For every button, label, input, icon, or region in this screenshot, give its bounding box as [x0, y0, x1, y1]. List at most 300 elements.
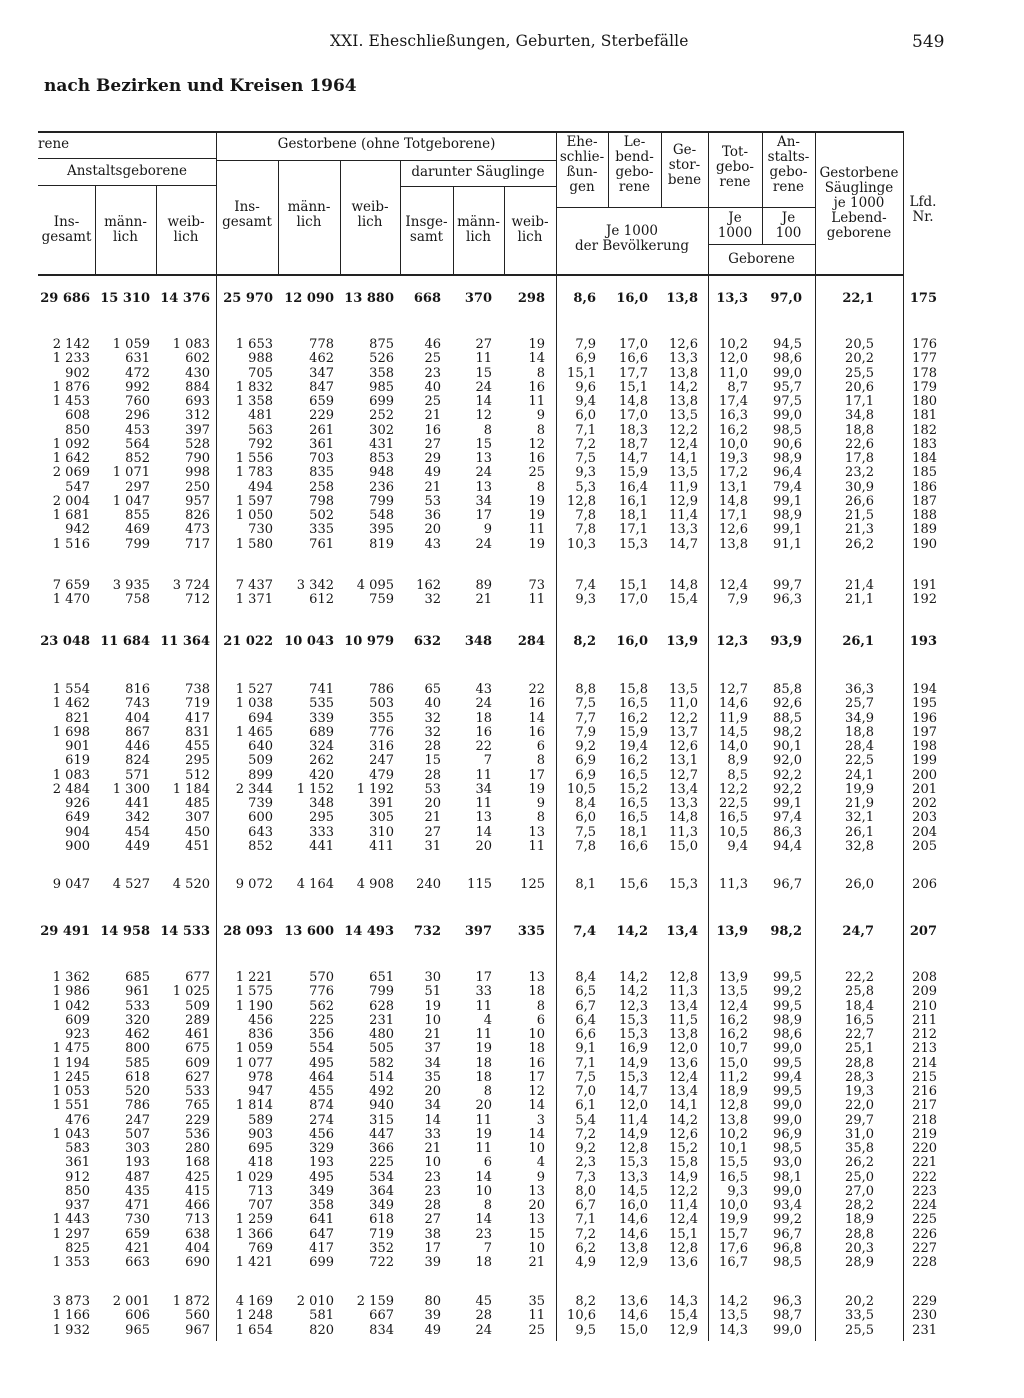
cell-insgesamt: 609 [65, 1012, 90, 1028]
cell-saeugl-weiblich: 19 [528, 781, 545, 797]
cell-insgesamt: 1 297 [52, 1226, 90, 1242]
cell-saeugl-maennlich: 43 [475, 682, 492, 697]
cell-gestorbene-rate: 12,6 [669, 1126, 698, 1142]
cell-saeugl-weiblich: 11 [528, 1308, 545, 1324]
header-geborene: Geborene [728, 251, 795, 267]
cell-maennlich: 441 [125, 796, 150, 811]
cell-maennlich: 193 [125, 1155, 150, 1171]
cell-saeugl-weiblich: 284 [517, 634, 545, 649]
cell-insgesamt: 1 043 [52, 1126, 90, 1142]
cell-eheschliessungen-rate: 10,6 [567, 1308, 596, 1324]
cell-gest-insgesamt: 1 190 [235, 998, 273, 1014]
cell-saeugl-insgesamt: 28 [424, 767, 441, 783]
cell-lfd-nr: 219 [912, 1126, 937, 1142]
cell-gestorbene-rate: 13,5 [669, 465, 698, 481]
header-rule-gestorbene [217, 160, 556, 161]
cell-lfd-nr: 221 [912, 1155, 937, 1171]
cell-gestorbene-rate: 13,4 [666, 924, 698, 939]
cell-gest-weiblich: 366 [369, 1141, 394, 1156]
cell-gest-weiblich: 447 [369, 1126, 394, 1142]
cell-gest-insgesamt: 730 [248, 522, 273, 538]
cell-lebendgeborene-rate: 15,6 [619, 877, 648, 892]
cell-saeugl-insgesamt: 21 [424, 408, 441, 424]
cell-lebendgeborene-rate: 18,1 [619, 508, 648, 523]
cell-gest-maennlich: 554 [309, 1041, 334, 1057]
cell-saeugl-weiblich: 10 [528, 1141, 545, 1156]
cell-lfd-nr: 207 [909, 924, 937, 939]
cell-anstaltsgeborene-rate: 96,4 [773, 465, 802, 481]
cell-saeugl-insgesamt: 21 [424, 1027, 441, 1042]
cell-weiblich: 957 [185, 493, 210, 509]
cell-gest-maennlich: 689 [309, 724, 334, 740]
cell-gest-maennlich: 356 [309, 1027, 334, 1042]
cell-gest-maennlich: 4 164 [296, 877, 334, 892]
cell-gestorbene-rate: 13,1 [669, 753, 698, 769]
cell-lfd-nr: 212 [912, 1027, 937, 1042]
cell-maennlich: 471 [125, 1198, 150, 1213]
cell-maennlich: 631 [125, 351, 150, 367]
cell-gest-maennlich: 535 [309, 696, 334, 712]
cell-gestorbene-rate: 12,2 [669, 422, 698, 438]
cell-totgeborene-rate: 11,9 [719, 710, 748, 726]
cell-weiblich: 1 083 [172, 337, 210, 352]
cell-saeugl-insgesamt: 27 [424, 436, 441, 452]
cell-weiblich: 1 872 [172, 1294, 210, 1309]
table-subtitle: nach Bezirken und Kreisen 1964 [44, 76, 357, 96]
cell-anstaltsgeborene-rate: 90,6 [773, 436, 802, 452]
cell-gest-insgesamt: 4 169 [235, 1294, 273, 1309]
cell-saeuglingssterblichkeit: 28,8 [845, 1226, 874, 1242]
cell-eheschliessungen-rate: 7,8 [575, 508, 596, 523]
cell-totgeborene-rate: 13,9 [719, 970, 748, 985]
cell-saeugl-maennlich: 8 [483, 1084, 492, 1099]
cell-anstaltsgeborene-rate: 94,5 [773, 337, 802, 352]
cell-gest-insgesamt: 1 580 [235, 536, 273, 552]
header-maennlich-gest: männ- lich [287, 199, 331, 230]
cell-lfd-nr: 218 [912, 1112, 937, 1128]
cell-saeuglingssterblichkeit: 20,2 [845, 351, 874, 367]
cell-lfd-nr: 211 [912, 1012, 937, 1028]
cell-saeuglingssterblichkeit: 18,4 [845, 998, 874, 1014]
cell-saeugl-insgesamt: 23 [424, 1183, 441, 1199]
cell-gest-maennlich: 347 [309, 365, 334, 381]
cell-lfd-nr: 217 [912, 1098, 937, 1114]
cell-totgeborene-rate: 13,9 [716, 924, 748, 939]
cell-lfd-nr: 224 [912, 1198, 937, 1213]
cell-eheschliessungen-rate: 7,2 [575, 1126, 596, 1142]
cell-gest-weiblich: 225 [369, 1155, 394, 1171]
cell-saeugl-insgesamt: 30 [424, 970, 441, 985]
cell-lfd-nr: 226 [912, 1226, 937, 1242]
cell-lebendgeborene-rate: 15,9 [619, 724, 648, 740]
cell-gest-maennlich: 699 [309, 1255, 334, 1270]
cell-totgeborene-rate: 13,5 [719, 1308, 748, 1324]
cell-gest-maennlich: 420 [309, 767, 334, 783]
cell-weiblich: 417 [185, 710, 210, 726]
cell-lebendgeborene-rate: 16,5 [619, 767, 648, 783]
cell-weiblich: 536 [185, 1126, 210, 1142]
cell-gest-maennlich: 358 [309, 1198, 334, 1213]
cell-saeugl-insgesamt: 27 [424, 1212, 441, 1228]
header-je-1000: Je 1000 [717, 210, 753, 241]
cell-anstaltsgeborene-rate: 93,9 [770, 634, 802, 649]
cell-gestorbene-rate: 13,4 [669, 998, 698, 1014]
cell-weiblich: 638 [185, 1226, 210, 1242]
cell-saeugl-maennlich: 11 [475, 1027, 492, 1042]
cell-lebendgeborene-rate: 14,9 [619, 1126, 648, 1142]
cell-anstaltsgeborene-rate: 98,5 [773, 1255, 802, 1270]
cell-saeugl-weiblich: 21 [528, 1255, 545, 1270]
cell-lebendgeborene-rate: 12,0 [619, 1098, 648, 1114]
cell-maennlich: 2 001 [112, 1294, 150, 1309]
cell-saeugl-maennlich: 16 [475, 724, 492, 740]
cell-gest-weiblich: 699 [369, 394, 394, 409]
cell-eheschliessungen-rate: 7,9 [575, 724, 596, 740]
cell-lfd-nr: 230 [912, 1308, 937, 1324]
cell-gest-weiblich: 940 [369, 1098, 394, 1114]
cell-gest-maennlich: 335 [309, 522, 334, 538]
cell-lebendgeborene-rate: 12,9 [619, 1255, 648, 1270]
cell-gestorbene-rate: 13,5 [669, 682, 698, 697]
cell-gestorbene-rate: 15,2 [669, 1141, 698, 1156]
cell-lfd-nr: 231 [912, 1322, 937, 1338]
cell-insgesamt: 904 [65, 824, 90, 840]
cell-anstaltsgeborene-rate: 98,2 [770, 924, 802, 939]
cell-lebendgeborene-rate: 13,6 [619, 1294, 648, 1309]
cell-anstaltsgeborene-rate: 99,5 [773, 998, 802, 1014]
cell-insgesamt: 547 [65, 479, 90, 495]
cell-maennlich: 867 [125, 724, 150, 740]
header-lfd-nr: Lfd. Nr. [909, 194, 937, 225]
cell-saeugl-weiblich: 8 [536, 998, 545, 1014]
cell-saeugl-weiblich: 15 [528, 1226, 545, 1242]
cell-gest-insgesamt: 1 059 [235, 1041, 273, 1057]
cell-anstaltsgeborene-rate: 96,7 [773, 877, 802, 892]
cell-gest-insgesamt: 1 029 [235, 1169, 273, 1185]
cell-saeugl-weiblich: 11 [528, 592, 545, 608]
cell-totgeborene-rate: 14,2 [719, 1294, 748, 1309]
cell-lebendgeborene-rate: 14,7 [619, 451, 648, 466]
cell-weiblich: 560 [185, 1308, 210, 1324]
cell-gestorbene-rate: 12,6 [669, 739, 698, 754]
cell-gestorbene-rate: 12,6 [669, 337, 698, 352]
cell-weiblich: 1 025 [172, 984, 210, 1000]
cell-eheschliessungen-rate: 8,4 [575, 796, 596, 811]
cell-gest-maennlich: 361 [309, 436, 334, 452]
cell-saeugl-insgesamt: 15 [424, 753, 441, 769]
cell-gestorbene-rate: 12,2 [669, 710, 698, 726]
cell-lebendgeborene-rate: 18,7 [619, 436, 648, 452]
cell-lfd-nr: 220 [912, 1141, 937, 1156]
cell-anstaltsgeborene-rate: 97,0 [770, 291, 802, 306]
cell-weiblich: 967 [185, 1322, 210, 1338]
cell-maennlich: 472 [125, 365, 150, 381]
cell-insgesamt: 850 [65, 1183, 90, 1199]
cell-saeugl-insgesamt: 23 [424, 1169, 441, 1185]
cell-totgeborene-rate: 12,2 [719, 781, 748, 797]
cell-gest-insgesamt: 1 077 [235, 1055, 273, 1071]
cell-maennlich: 816 [125, 682, 150, 697]
cell-saeuglingssterblichkeit: 34,9 [845, 710, 874, 726]
cell-weiblich: 627 [185, 1069, 210, 1085]
cell-gest-insgesamt: 1 653 [235, 337, 273, 352]
cell-gestorbene-rate: 12,9 [669, 493, 698, 509]
cell-anstaltsgeborene-rate: 99,2 [773, 984, 802, 1000]
cell-gestorbene-rate: 13,3 [669, 522, 698, 538]
cell-totgeborene-rate: 19,9 [719, 1212, 748, 1228]
cell-saeuglingssterblichkeit: 25,5 [845, 365, 874, 381]
cell-maennlich: 11 684 [100, 634, 150, 649]
cell-gest-weiblich: 582 [369, 1055, 394, 1071]
header-rule-rates [556, 207, 708, 208]
cell-weiblich: 295 [185, 753, 210, 769]
cell-gest-maennlich: 874 [309, 1098, 334, 1114]
cell-maennlich: 296 [125, 408, 150, 424]
cell-gest-insgesamt: 903 [248, 1126, 273, 1142]
header-insgesamt: Ins- gesamt [41, 214, 92, 245]
cell-saeuglingssterblichkeit: 26,2 [845, 1155, 874, 1171]
cell-saeuglingssterblichkeit: 28,4 [845, 739, 874, 754]
cell-saeugl-maennlich: 45 [475, 1294, 492, 1309]
cell-insgesamt: 1 453 [52, 394, 90, 409]
cell-insgesamt: 1 554 [52, 682, 90, 697]
cell-anstaltsgeborene-rate: 99,7 [773, 578, 802, 593]
cell-eheschliessungen-rate: 8,1 [575, 877, 596, 892]
cell-weiblich: 289 [185, 1012, 210, 1028]
cell-lfd-nr: 204 [912, 824, 937, 840]
cell-saeuglingssterblichkeit: 35,8 [845, 1141, 874, 1156]
cell-saeugl-insgesamt: 21 [424, 1141, 441, 1156]
cell-saeugl-weiblich: 16 [528, 696, 545, 712]
cell-gest-insgesamt: 481 [248, 408, 273, 424]
cell-gest-weiblich: 834 [369, 1322, 394, 1338]
cell-gest-insgesamt: 1 038 [235, 696, 273, 712]
cell-anstaltsgeborene-rate: 93,4 [773, 1198, 802, 1213]
cell-saeugl-weiblich: 11 [528, 522, 545, 538]
cell-gest-maennlich: 659 [309, 394, 334, 409]
header-maennlich: männ- lich [104, 214, 147, 245]
cell-lfd-nr: 187 [912, 493, 937, 509]
cell-saeuglingssterblichkeit: 24,7 [842, 924, 874, 939]
cell-totgeborene-rate: 12,7 [719, 682, 748, 697]
cell-eheschliessungen-rate: 2,3 [575, 1155, 596, 1171]
cell-saeuglingssterblichkeit: 36,3 [845, 682, 874, 697]
cell-saeugl-insgesamt: 46 [424, 337, 441, 352]
cell-gest-insgesamt: 1 366 [235, 1226, 273, 1242]
cell-gest-maennlich: 261 [309, 422, 334, 438]
cell-saeugl-maennlich: 7 [483, 1240, 492, 1256]
header-gestorbene-saeuglinge: Gestorbene Säuglinge je 1000 Lebend- geborene [819, 165, 899, 241]
cell-lebendgeborene-rate: 15,8 [619, 682, 648, 697]
cell-lebendgeborene-rate: 15,0 [619, 1322, 648, 1338]
cell-totgeborene-rate: 16,5 [719, 810, 748, 826]
cell-totgeborene-rate: 11,0 [719, 365, 748, 381]
cell-weiblich: 693 [185, 394, 210, 409]
cell-lfd-nr: 198 [912, 739, 937, 754]
cell-saeugl-maennlich: 370 [464, 291, 492, 306]
cell-insgesamt: 1 353 [52, 1255, 90, 1270]
cell-eheschliessungen-rate: 7,9 [575, 337, 596, 352]
cell-insgesamt: 912 [65, 1169, 90, 1185]
cell-saeugl-maennlich: 21 [475, 592, 492, 608]
cell-gest-insgesamt: 1 556 [235, 451, 273, 466]
cell-eheschliessungen-rate: 9,1 [575, 1041, 596, 1057]
cell-maennlich: 462 [125, 1027, 150, 1042]
cell-saeugl-maennlich: 14 [475, 1169, 492, 1185]
cell-gest-maennlich: 329 [309, 1141, 334, 1156]
cell-insgesamt: 1 443 [52, 1212, 90, 1228]
cell-gest-insgesamt: 1 575 [235, 984, 273, 1000]
cell-lebendgeborene-rate: 11,4 [619, 1112, 648, 1128]
cell-maennlich: 685 [125, 970, 150, 985]
cell-saeugl-weiblich: 9 [536, 796, 545, 811]
cell-totgeborene-rate: 8,9 [727, 753, 748, 769]
cell-eheschliessungen-rate: 8,2 [575, 1294, 596, 1309]
cell-gest-weiblich: 651 [369, 970, 394, 985]
cell-totgeborene-rate: 8,5 [727, 767, 748, 783]
cell-gest-maennlich: 274 [309, 1112, 334, 1128]
header-weiblich-gest: weib- lich [351, 199, 389, 230]
cell-weiblich: 280 [185, 1141, 210, 1156]
cell-gest-weiblich: 302 [369, 422, 394, 438]
cell-anstaltsgeborene-rate: 99,4 [773, 1069, 802, 1085]
cell-saeugl-insgesamt: 39 [424, 1308, 441, 1324]
cell-lebendgeborene-rate: 16,4 [619, 479, 648, 495]
header-top-rule [38, 131, 904, 133]
cell-saeugl-maennlich: 24 [475, 1322, 492, 1338]
cell-maennlich: 961 [125, 984, 150, 1000]
cell-gest-insgesamt: 494 [248, 479, 273, 495]
cell-saeugl-weiblich: 8 [536, 479, 545, 495]
cell-saeugl-weiblich: 8 [536, 365, 545, 381]
cell-lebendgeborene-rate: 16,0 [616, 291, 648, 306]
cell-anstaltsgeborene-rate: 98,9 [773, 1012, 802, 1028]
cell-insgesamt: 901 [65, 739, 90, 754]
cell-saeuglingssterblichkeit: 25,7 [845, 696, 874, 712]
cell-eheschliessungen-rate: 8,2 [573, 634, 596, 649]
cell-gest-weiblich: 819 [369, 536, 394, 552]
cell-gest-insgesamt: 1 358 [235, 394, 273, 409]
cell-insgesamt: 1 245 [52, 1069, 90, 1085]
cell-gest-maennlich: 417 [309, 1240, 334, 1256]
cell-anstaltsgeborene-rate: 99,5 [773, 1055, 802, 1071]
cell-saeugl-weiblich: 14 [528, 1126, 545, 1142]
cell-lfd-nr: 202 [912, 796, 937, 811]
header-je-1000-bevoelkerung: Je 1000 der Bevölkerung [574, 223, 689, 254]
cell-weiblich: 675 [185, 1041, 210, 1057]
cell-saeugl-insgesamt: 65 [424, 682, 441, 697]
cell-saeugl-insgesamt: 80 [424, 1294, 441, 1309]
cell-saeugl-weiblich: 8 [536, 810, 545, 826]
cell-insgesamt: 1 053 [52, 1084, 90, 1099]
cell-gest-insgesamt: 1 421 [235, 1255, 273, 1270]
cell-anstaltsgeborene-rate: 92,2 [773, 781, 802, 797]
cell-gest-weiblich: 391 [369, 796, 394, 811]
cell-gest-weiblich: 799 [369, 984, 394, 1000]
cell-insgesamt: 1 083 [52, 767, 90, 783]
cell-eheschliessungen-rate: 8,8 [575, 682, 596, 697]
cell-gest-weiblich: 305 [369, 810, 394, 826]
cell-lfd-nr: 209 [912, 984, 937, 1000]
cell-saeuglingssterblichkeit: 28,9 [845, 1255, 874, 1270]
cell-gestorbene-rate: 12,8 [669, 970, 698, 985]
cell-insgesamt: 1 551 [52, 1098, 90, 1114]
cell-weiblich: 528 [185, 436, 210, 452]
cell-gest-weiblich: 358 [369, 365, 394, 381]
cell-maennlich: 404 [125, 710, 150, 726]
cell-lfd-nr: 213 [912, 1041, 937, 1057]
cell-saeugl-weiblich: 20 [528, 1198, 545, 1213]
cell-saeugl-maennlich: 19 [475, 1041, 492, 1057]
cell-gest-maennlich: 847 [309, 379, 334, 395]
cell-gest-maennlich: 295 [309, 810, 334, 826]
cell-saeugl-maennlich: 19 [475, 1126, 492, 1142]
header-rule-anstalts [38, 185, 216, 186]
cell-gestorbene-rate: 11,3 [669, 984, 698, 1000]
cell-gestorbene-rate: 12,4 [669, 1212, 698, 1228]
cell-gest-maennlich: 225 [309, 1012, 334, 1028]
cell-eheschliessungen-rate: 9,5 [575, 1322, 596, 1338]
cell-maennlich: 320 [125, 1012, 150, 1028]
cell-weiblich: 455 [185, 739, 210, 754]
cell-saeugl-insgesamt: 27 [424, 824, 441, 840]
cell-gest-weiblich: 526 [369, 351, 394, 367]
cell-lebendgeborene-rate: 16,2 [619, 753, 648, 769]
cell-lebendgeborene-rate: 16,0 [619, 1198, 648, 1213]
cell-weiblich: 4 520 [172, 877, 210, 892]
cell-anstaltsgeborene-rate: 98,7 [773, 1308, 802, 1324]
cell-eheschliessungen-rate: 7,4 [573, 924, 596, 939]
cell-saeugl-weiblich: 11 [528, 838, 545, 854]
cell-gestorbene-rate: 14,7 [669, 536, 698, 552]
cell-saeugl-insgesamt: 32 [424, 710, 441, 726]
cell-gest-weiblich: 431 [369, 436, 394, 452]
header-weiblich-saeugl: weib- lich [511, 214, 549, 245]
cell-anstaltsgeborene-rate: 99,0 [773, 408, 802, 424]
cell-gest-insgesamt: 21 022 [223, 634, 273, 649]
cell-lebendgeborene-rate: 17,7 [619, 365, 648, 381]
cell-anstaltsgeborene-rate: 98,6 [773, 1027, 802, 1042]
cell-totgeborene-rate: 16,3 [719, 408, 748, 424]
cell-saeuglingssterblichkeit: 26,0 [845, 877, 874, 892]
cell-saeuglingssterblichkeit: 25,5 [845, 1322, 874, 1338]
cell-saeuglingssterblichkeit: 22,7 [845, 1027, 874, 1042]
cell-gest-maennlich: 2 010 [296, 1294, 334, 1309]
cell-totgeborene-rate: 18,9 [719, 1084, 748, 1099]
cell-saeugl-insgesamt: 28 [424, 1198, 441, 1213]
cell-gest-maennlich: 193 [309, 1155, 334, 1171]
cell-gestorbene-rate: 14,1 [669, 1098, 698, 1114]
cell-saeugl-weiblich: 25 [528, 1322, 545, 1338]
cell-insgesamt: 1 475 [52, 1041, 90, 1057]
cell-lebendgeborene-rate: 15,1 [619, 578, 648, 593]
cell-maennlich: 571 [125, 767, 150, 783]
cell-totgeborene-rate: 12,0 [719, 351, 748, 367]
cell-gestorbene-rate: 14,3 [669, 1294, 698, 1309]
cell-gestorbene-rate: 14,8 [669, 810, 698, 826]
cell-totgeborene-rate: 11,3 [719, 877, 748, 892]
cell-maennlich: 585 [125, 1055, 150, 1071]
cell-saeugl-maennlich: 33 [475, 984, 492, 1000]
cell-saeugl-weiblich: 8 [536, 753, 545, 769]
cell-saeugl-weiblich: 335 [517, 924, 545, 939]
cell-gestorbene-rate: 14,1 [669, 451, 698, 466]
cell-gestorbene-rate: 12,4 [669, 436, 698, 452]
cell-maennlich: 786 [125, 1098, 150, 1114]
cell-saeuglingssterblichkeit: 26,6 [845, 493, 874, 509]
cell-lfd-nr: 227 [912, 1240, 937, 1256]
cell-maennlich: 342 [125, 810, 150, 826]
